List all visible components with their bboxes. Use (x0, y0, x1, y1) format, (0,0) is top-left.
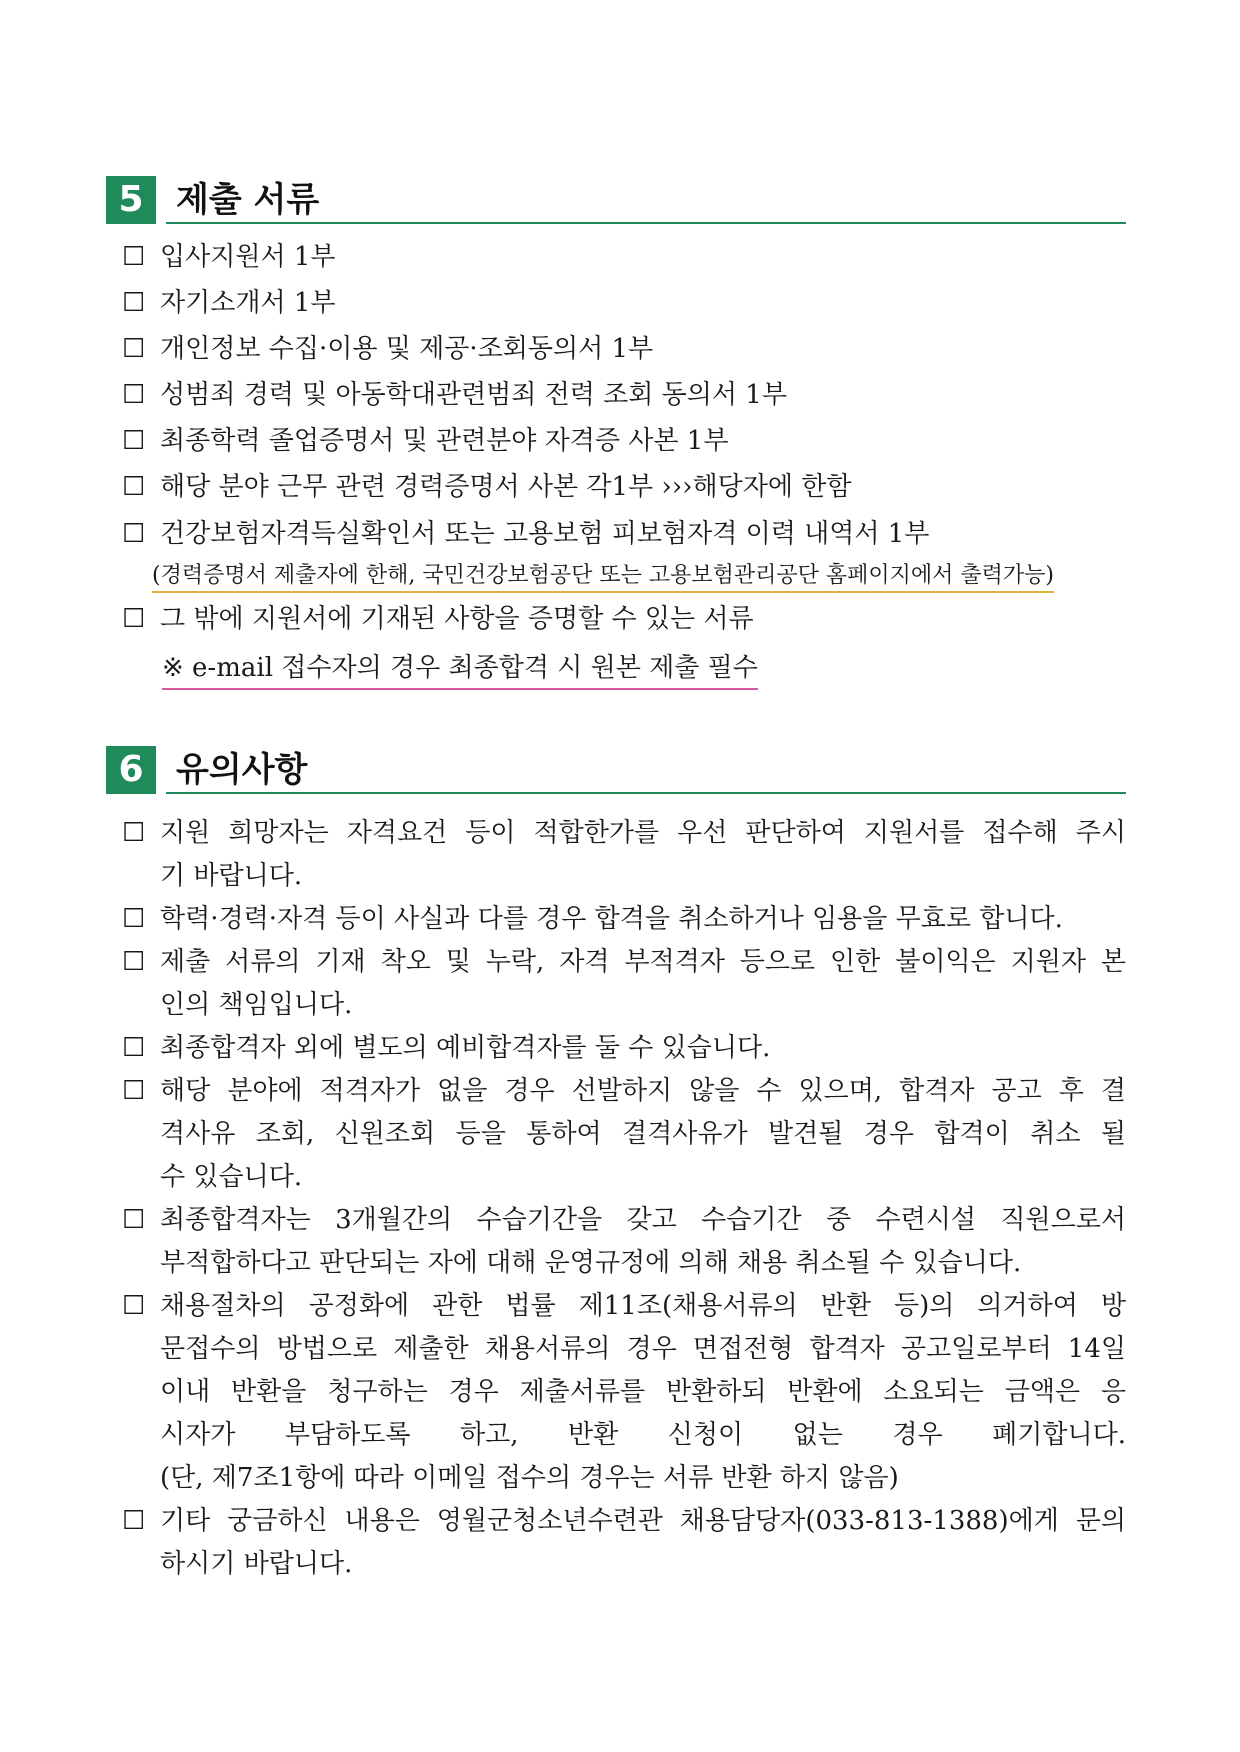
section-6-number: 6 (106, 746, 156, 794)
item-text: 해당 분야 근무 관련 경력증명서 사본 각1부 ›››해당자에 한함 (160, 472, 852, 502)
checkbox-icon: ☐ (122, 1076, 146, 1106)
section-5-number: 5 (106, 176, 156, 224)
item-text: 최종학력 졸업증명서 및 관련분야 자격증 사본 1부 (160, 426, 729, 456)
item-text: 자기소개서 1부 (160, 288, 336, 318)
item-line: (단, 제7조1항에 따라 이메일 접수의 경우는 서류 반환 하지 않음) (160, 1463, 899, 1493)
item-line: 격사유 조회, 신원조회 등을 통하여 결격사유가 발견될 경우 합격이 취소 될 (160, 1119, 1126, 1149)
item-text (160, 1027, 1126, 1070)
item-line: 인의 책임입니다. (160, 990, 353, 1020)
item-line: 지원 희망자는 자격요건 등이 적합한가를 우선 판단하여 지원서를 접수해 주시 (160, 818, 1126, 848)
item-text (160, 1199, 1126, 1285)
note-email-original: ※ e-mail 접수자의 경우 최종합격 시 원본 제출 필수 (162, 648, 758, 690)
item-text: 건강보험자격득실확인서 또는 고용보험 피보험자격 이력 내역서 1부 (160, 519, 930, 549)
item-line: 제출 서류의 기재 착오 및 누락, 자격 부적격자 등으로 인한 불이익은 지원자 본 (160, 947, 1126, 977)
item-text: 개인정보 수집·이용 및 제공·조회동의서 1부 (160, 334, 654, 364)
item-line: 이내 반환을 청구하는 경우 제출서류를 반환하되 반환에 소요되는 금액은 응 (160, 1377, 1126, 1407)
item-line: 기 바랍니다. (160, 861, 303, 891)
item-line: 하시기 바랍니다. (160, 1549, 353, 1579)
item-line: 수 있습니다. (160, 1162, 303, 1192)
checkbox-icon: ☐ (122, 334, 146, 364)
section-5-rule (166, 222, 1126, 224)
checkbox-icon: ☐ (122, 604, 146, 634)
item-line: 문접수의 방법으로 제출한 채용서류의 경우 면접전형 합격자 공고일로부터 14일 (160, 1334, 1126, 1364)
checkbox-icon: ☐ (122, 472, 146, 502)
checkbox-icon: ☐ (122, 1506, 146, 1536)
checkbox-icon: ☐ (122, 1205, 146, 1235)
item-text (160, 1285, 1126, 1500)
checkbox-icon: ☐ (122, 818, 146, 848)
section-6 (106, 746, 1126, 794)
section-5-title: 제출 서류 (176, 180, 320, 220)
item-line: 채용절차의 공정화에 관한 법률 제11조(채용서류의 반환 등)의 의거하여 방 (160, 1291, 1126, 1321)
section-6-header (106, 746, 1126, 794)
item-text: 입사지원서 1부 (160, 242, 336, 272)
section-6-rule (166, 792, 1126, 794)
item-line: 해당 분야에 적격자가 없을 경우 선발하지 않을 수 있으며, 합격자 공고 후 결 (160, 1076, 1126, 1106)
item-text (160, 812, 1126, 898)
section-5-header (106, 176, 1126, 224)
checkbox-icon: ☐ (122, 947, 146, 977)
checkbox-icon: ☐ (122, 1033, 146, 1063)
item-text: 성범죄 경력 및 아동학대관련범죄 전력 조회 동의서 1부 (160, 380, 787, 410)
item-line: 최종합격자 외에 별도의 예비합격자를 둘 수 있습니다. (160, 1033, 771, 1063)
checkbox-icon: ☐ (122, 1291, 146, 1321)
checkbox-icon: ☐ (122, 904, 146, 934)
item-text (160, 1500, 1126, 1586)
checkbox-icon: ☐ (122, 426, 146, 456)
item-line: 최종합격자는 3개월간의 수습기간을 갖고 수습기간 중 수련시설 직원으로서 (160, 1205, 1126, 1235)
checkbox-icon: ☐ (122, 519, 146, 549)
checkbox-icon: ☐ (122, 242, 146, 272)
item-text (160, 898, 1126, 941)
item-text: 그 밖에 지원서에 기재된 사항을 증명할 수 있는 서류 (160, 604, 754, 634)
item-line: 기타 궁금하신 내용은 영월군청소년수련관 채용담당자(033-813-1388)에게 문의 (160, 1506, 1126, 1536)
item-text (160, 941, 1126, 1027)
section-5 (106, 176, 1126, 224)
item-line: 부적합하다고 판단되는 자에 대해 운영규정에 의해 채용 취소될 수 있습니다. (160, 1248, 1022, 1278)
item-text (160, 1070, 1126, 1199)
checkbox-icon: ☐ (122, 288, 146, 318)
item-line: 시자가 부담하도록 하고, 반환 신청이 없는 경우 폐기합니다. (160, 1420, 1126, 1450)
item-line: 학력·경력·자격 등이 사실과 다를 경우 합격을 취소하거나 임용을 무효로 합니다. (160, 904, 1063, 934)
note-career-certificate: (경력증명서 제출자에 한해, 국민건강보험공단 또는 고용보험관리공단 홈페이지에서 출력가능) (152, 561, 1054, 593)
section-6-title: 유의사항 (176, 750, 308, 790)
checkbox-icon: ☐ (122, 380, 146, 410)
